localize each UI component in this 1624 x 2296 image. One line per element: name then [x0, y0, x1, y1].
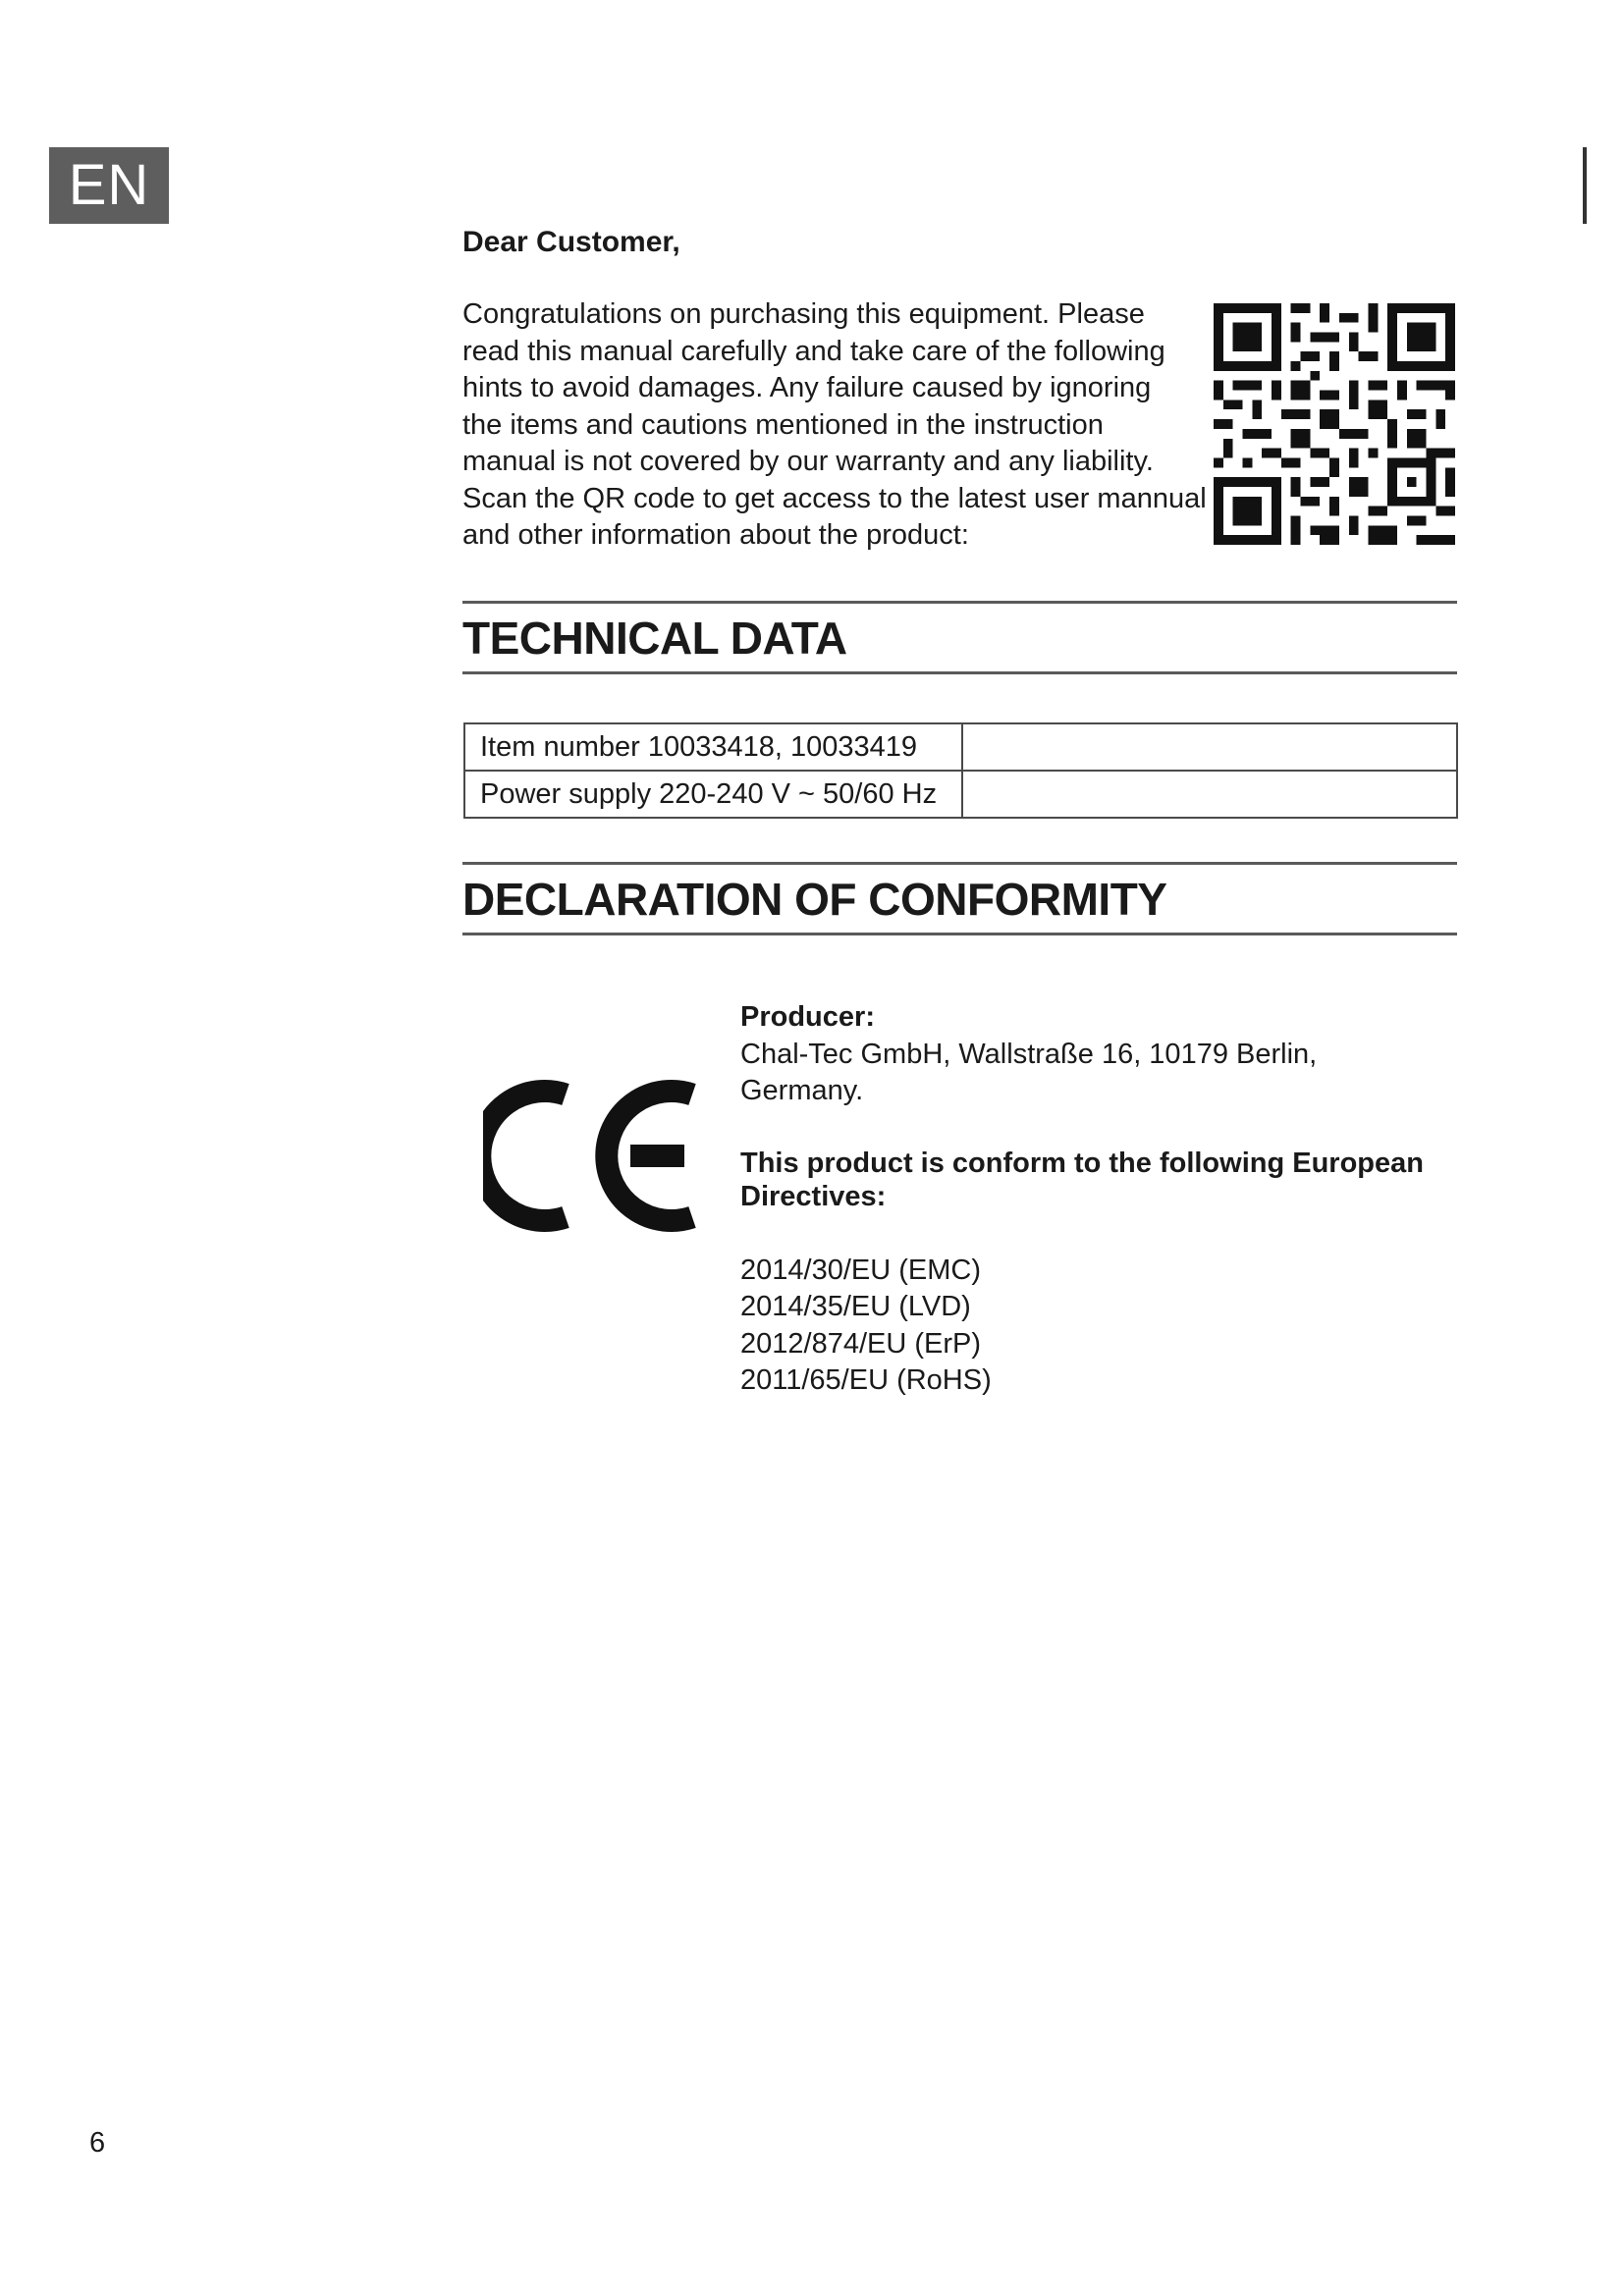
producer-block: [740, 999, 1457, 1400]
intro-line: hints to avoid damages. Any failure caused by ignoring: [462, 372, 1152, 403]
table-row: [464, 771, 1457, 818]
qr-code-icon[interactable]: [1214, 303, 1455, 545]
directives-title-line: Directives:: [740, 1180, 887, 1212]
language-tab: EN: [49, 147, 169, 224]
intro-paragraph: [462, 296, 1209, 555]
directive-item: 2014/35/EU (LVD): [740, 1291, 971, 1322]
table-cell-value: [962, 723, 1457, 771]
table-cell-label: Item number 10033418, 10033419: [464, 723, 962, 771]
intro-line: the items and cautions mentioned in the instruction: [462, 408, 1104, 441]
intro-line: Congratulations on purchasing this equipment. Please: [462, 298, 1145, 330]
intro-line: Scan the QR code to get access to the latest user mannual: [462, 482, 1207, 514]
table-row: [464, 723, 1457, 771]
page-edge-marker: [1583, 147, 1587, 224]
directive-item: 2011/65/EU (RoHS): [740, 1364, 992, 1396]
directive-item: 2012/874/EU (ErP): [740, 1327, 982, 1360]
greeting: Dear Customer,: [462, 226, 680, 258]
directive-item: 2014/30/EU (EMC): [740, 1254, 981, 1286]
producer-address-line: Germany.: [740, 1075, 864, 1106]
technical-data-heading: TECHNICAL DATA: [462, 601, 1457, 674]
intro-line: read this manual carefully and take care of the following: [462, 335, 1165, 367]
page-number: 6: [89, 2127, 106, 2159]
table-cell-label: Power supply 220-240 V ~ 50/60 Hz: [464, 771, 962, 818]
producer-address-line: Chal-Tec GmbH, Wallstraße 16, 10179 Berlin,: [740, 1038, 1318, 1070]
directives-title-line: This product is conform to the following European: [740, 1147, 1424, 1179]
producer-label: Producer:: [740, 1001, 875, 1033]
declaration-heading: DECLARATION OF CONFORMITY: [462, 862, 1457, 935]
intro-line: and other information about the product:: [462, 519, 969, 551]
intro-line: manual is not covered by our warranty and any liability.: [462, 446, 1154, 477]
ce-mark-icon: [483, 1075, 704, 1237]
technical-data-table: [463, 722, 1458, 819]
table-cell-value: [962, 771, 1457, 818]
